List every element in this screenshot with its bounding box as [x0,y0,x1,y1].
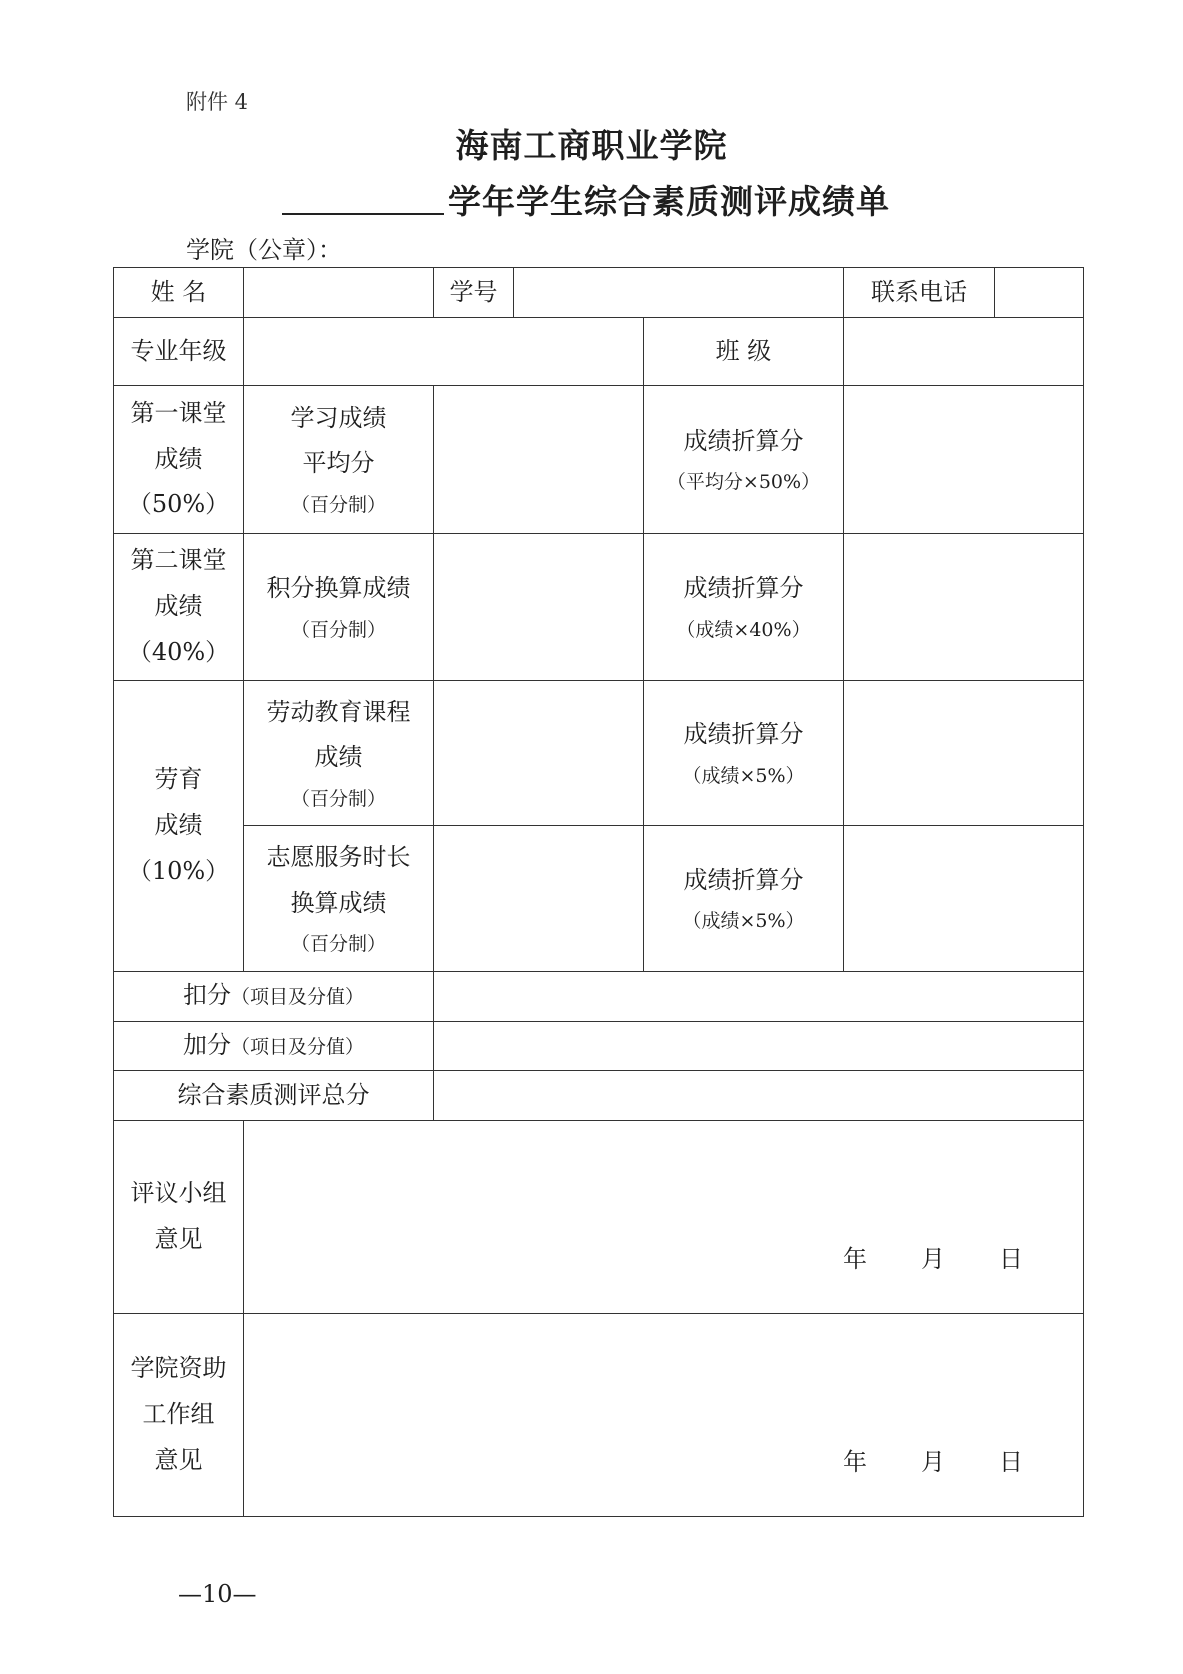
labor-course-conversion-field[interactable] [844,680,1084,825]
first-class-label [114,386,244,533]
review-date-year: 年 [843,1245,867,1274]
deduction-field[interactable] [434,971,1084,1021]
aid-date-month: 月 [921,1448,945,1477]
class-label: 班 级 [644,317,844,385]
second-class-conversion-label [644,533,844,680]
study-score-label-2: 平均分 [302,449,375,478]
volunteer-conversion-1: 成绩折算分 [683,865,804,894]
phone-cell [844,268,1084,318]
first-class-conversion-2: （平均分×50%） [666,471,821,494]
second-class-conversion-1: 成绩折算分 [683,573,804,602]
student-id-field[interactable] [514,268,844,318]
review-date-month: 月 [921,1245,945,1274]
labor-course-label-1: 劳动教育课程 [266,697,411,726]
row-total [114,1071,1084,1121]
form-title-text: 学年学生综合素质测评成绩单 [448,182,890,221]
volunteer-conversion-field[interactable] [844,826,1084,971]
academic-year-blank[interactable] [282,183,444,215]
aid-opinion-label [114,1313,244,1516]
evaluation-form-table [113,267,1084,1517]
aid-opinion-label-1: 学院资助 [130,1354,227,1383]
total-label: 综合素质测评总分 [114,1071,434,1121]
name-field[interactable] [244,268,434,318]
review-opinion-label-1: 评议小组 [130,1179,227,1208]
labor-label-1: 劳育 [154,765,203,794]
bonus-label-note: （项日及分值） [230,1036,364,1059]
deduction-label-note: （项目及分值） [230,986,364,1009]
aid-opinion-label-2: 工作组 [142,1400,215,1429]
bonus-label-main: 加分 [182,1031,231,1060]
aid-date-day: 日 [999,1448,1023,1477]
phone-field[interactable] [995,268,1083,317]
review-date-day: 日 [999,1245,1023,1274]
phone-label: 联系电话 [844,268,995,317]
row-volunteer [114,826,1084,971]
review-opinion-label [114,1121,244,1313]
volunteer-label-1: 志愿服务时长 [266,842,411,871]
volunteer-label [244,826,434,971]
second-class-label-1: 第二课堂 [130,546,227,575]
points-score-label-2: （百分制） [290,618,386,641]
student-id-label: 学号 [434,268,514,318]
labor-label-3: （10%） [127,856,230,885]
deduction-label-main: 扣分 [182,981,231,1010]
page-number: —10— [178,1580,257,1608]
row-major-class [114,317,1084,385]
row-aid-opinion [114,1313,1084,1516]
second-class-label-2: 成绩 [154,591,203,620]
major-label: 专业年级 [114,317,244,385]
volunteer-conversion-2: （成绩×5%） [682,910,805,933]
form-title [282,176,890,223]
volunteer-conversion-label [644,826,844,971]
first-class-conversion-field[interactable] [844,386,1084,533]
labor-course-label-2: 成绩 [314,743,363,772]
aid-opinion-label-3: 意见 [154,1445,203,1474]
attachment-label: 附件 4 [186,90,249,114]
study-score-label-1: 学习成绩 [290,403,387,432]
college-seal-label: 学院（公章）： [186,236,342,264]
bonus-field[interactable] [434,1021,1084,1071]
study-score-label-3: （百分制） [290,493,386,516]
aid-date [843,1440,1023,1486]
review-opinion-label-2: 意见 [154,1224,203,1253]
labor-course-conversion-1: 成绩折算分 [683,720,804,749]
row-bonus [114,1021,1084,1071]
points-score-field[interactable] [434,533,644,680]
labor-label-2: 成绩 [154,811,203,840]
first-class-label-3: （50%） [127,490,230,519]
name-label: 姓 名 [114,268,244,318]
labor-label [114,680,244,971]
total-field[interactable] [434,1071,1084,1121]
major-field[interactable] [244,317,644,385]
aid-opinion-field[interactable] [244,1313,1084,1516]
volunteer-label-3: （百分制） [290,933,386,956]
points-score-label [244,533,434,680]
aid-date-year: 年 [843,1448,867,1477]
second-class-label-3: （40%） [127,637,230,666]
first-class-conversion-label [644,386,844,533]
first-class-label-2: 成绩 [154,444,203,473]
labor-course-conversion-2: （成绩×5%） [682,764,805,787]
row-deduction [114,971,1084,1021]
labor-course-conversion-label [644,680,844,825]
row-review-opinion [114,1121,1084,1313]
study-score-label [244,386,434,533]
volunteer-field[interactable] [434,826,644,971]
review-opinion-field[interactable] [244,1121,1084,1313]
deduction-label [114,971,434,1021]
row-second-class [114,533,1084,680]
study-score-field[interactable] [434,386,644,533]
bonus-label [114,1021,434,1071]
first-class-conversion-1: 成绩折算分 [683,426,804,455]
second-class-conversion-field[interactable] [844,533,1084,680]
labor-course-label [244,680,434,825]
second-class-label [114,533,244,680]
labor-course-label-3: （百分制） [290,787,386,810]
institution-title: 海南工商职业学院 [455,126,728,165]
class-field[interactable] [844,317,1084,385]
second-class-conversion-2: （成绩×40%） [676,618,811,641]
volunteer-label-2: 换算成绩 [290,888,387,917]
row-first-class [114,386,1084,533]
labor-course-field[interactable] [434,680,644,825]
row-labor-course [114,680,1084,825]
points-score-label-1: 积分换算成绩 [266,573,411,602]
first-class-label-1: 第一课堂 [130,399,227,428]
row-basic-info [114,268,1084,318]
review-date [843,1237,1023,1283]
